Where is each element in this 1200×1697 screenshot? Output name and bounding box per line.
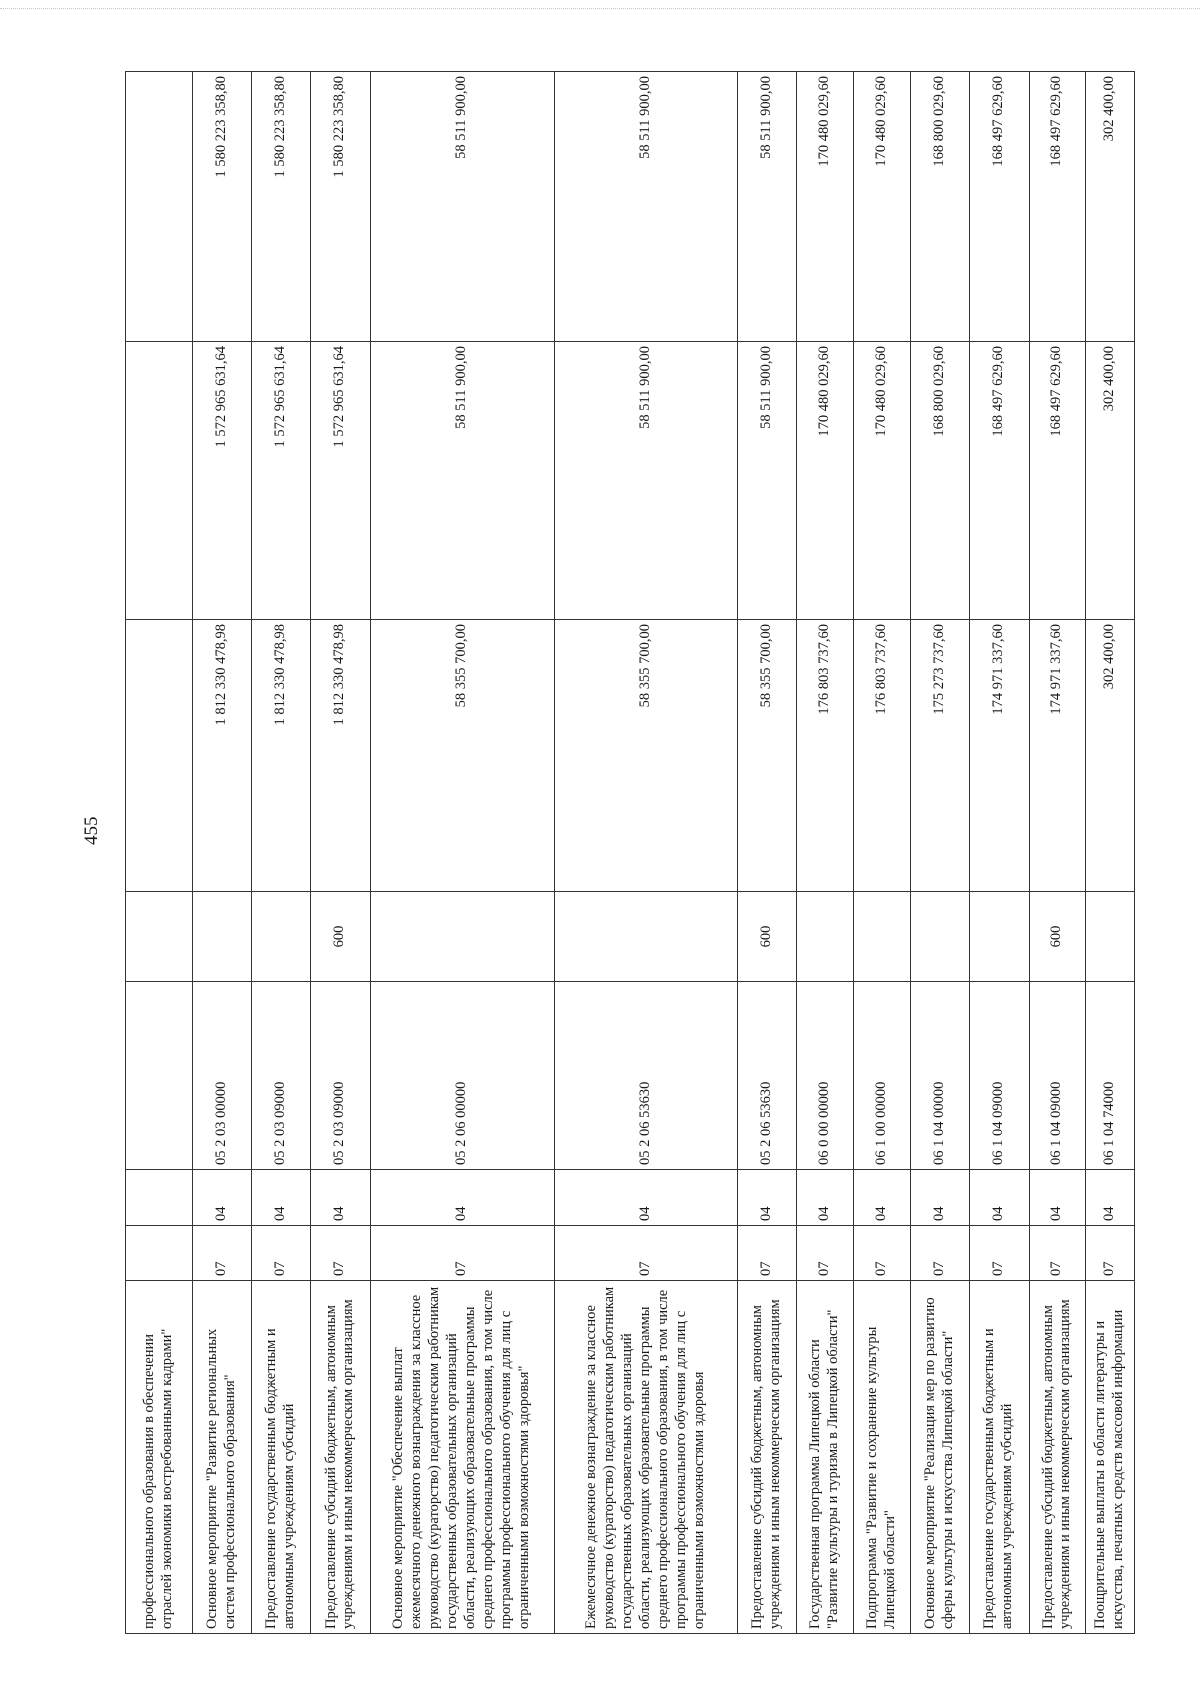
row-razdel: 07 <box>737 1226 796 1281</box>
row-podrazdel: 04 <box>796 1170 853 1226</box>
row-podrazdel <box>126 1170 193 1226</box>
row-razdel: 07 <box>554 1226 737 1281</box>
row-sum-year-1: 58 355 700,00 <box>554 620 737 892</box>
row-sum-year-2: 1 572 965 631,64 <box>311 342 370 620</box>
row-expense-type <box>126 892 193 982</box>
row-target-article: 06 1 04 09000 <box>970 982 1029 1170</box>
row-sum-year-3: 170 480 029,60 <box>796 72 853 342</box>
row-expense-type <box>910 892 969 982</box>
budget-table <box>125 71 1135 1634</box>
row-expense-type <box>853 892 910 982</box>
row-podrazdel: 04 <box>192 1170 251 1226</box>
row-podrazdel: 04 <box>910 1170 969 1226</box>
table-row <box>1086 72 1135 1634</box>
row-sum-year-3: 168 497 629,60 <box>970 72 1029 342</box>
row-expense-type <box>796 892 853 982</box>
row-razdel: 07 <box>192 1226 251 1281</box>
table-row <box>853 72 910 1634</box>
row-sum-year-2 <box>126 342 193 620</box>
rotated-page <box>125 72 1135 1634</box>
row-sum-year-3: 1 580 223 358,80 <box>311 72 370 342</box>
row-target-article: 05 2 03 00000 <box>192 982 251 1170</box>
row-target-article: 06 0 00 00000 <box>796 982 853 1170</box>
row-sum-year-1: 174 971 337,60 <box>1029 620 1086 892</box>
row-target-article <box>126 982 193 1170</box>
row-sum-year-3: 58 511 900,00 <box>737 72 796 342</box>
row-expense-type <box>1086 892 1135 982</box>
row-sum-year-1: 1 812 330 478,98 <box>311 620 370 892</box>
row-name: Поощрительные выплаты в области литературы и искусства, печатных средств массовой информации <box>1086 1281 1135 1634</box>
row-name: Предоставление субсидий бюджетным, автономным учреждениям и иным некоммерческим организациям <box>311 1281 370 1634</box>
table-row <box>554 72 737 1634</box>
row-name: Основное мероприятие "Реализация мер по развитию сферы культуры и искусства Липецкой области" <box>910 1281 969 1634</box>
row-sum-year-1: 58 355 700,00 <box>370 620 554 892</box>
row-sum-year-2: 1 572 965 631,64 <box>192 342 251 620</box>
row-target-article: 05 2 06 53630 <box>737 982 796 1170</box>
row-podrazdel: 04 <box>970 1170 1029 1226</box>
table-row <box>796 72 853 1634</box>
table-row <box>970 72 1029 1634</box>
row-razdel <box>126 1226 193 1281</box>
row-sum-year-2: 170 480 029,60 <box>853 342 910 620</box>
row-sum-year-3: 168 497 629,60 <box>1029 72 1086 342</box>
row-podrazdel: 04 <box>370 1170 554 1226</box>
row-name: Предоставление субсидий бюджетным, автономным учреждениям и иным некоммерческим организациям <box>1029 1281 1086 1634</box>
row-sum-year-3: 58 511 900,00 <box>370 72 554 342</box>
row-sum-year-3: 1 580 223 358,80 <box>192 72 251 342</box>
row-sum-year-1: 302 400,00 <box>1086 620 1135 892</box>
row-sum-year-2: 58 511 900,00 <box>737 342 796 620</box>
row-sum-year-1: 1 812 330 478,98 <box>251 620 310 892</box>
row-target-article: 06 1 04 74000 <box>1086 982 1135 1170</box>
row-razdel: 07 <box>1086 1226 1135 1281</box>
row-sum-year-2: 302 400,00 <box>1086 342 1135 620</box>
row-podrazdel: 04 <box>853 1170 910 1226</box>
row-sum-year-3: 302 400,00 <box>1086 72 1135 342</box>
row-sum-year-2: 58 511 900,00 <box>554 342 737 620</box>
row-sum-year-2: 168 800 029,60 <box>910 342 969 620</box>
row-podrazdel: 04 <box>1029 1170 1086 1226</box>
row-expense-type <box>554 892 737 982</box>
row-name: Ежемесячное денежное вознаграждение за классное руководство (кураторство) педагогическим работникам государственных образовательных организаций области, реализующих образовательные программы среднего профессионального образования, в том числе программы профессионального обучения для лиц с ограниченными возможностями здоровья <box>554 1281 737 1634</box>
row-sum-year-2: 58 511 900,00 <box>370 342 554 620</box>
row-razdel: 07 <box>311 1226 370 1281</box>
row-razdel: 07 <box>370 1226 554 1281</box>
row-expense-type <box>192 892 251 982</box>
table-row <box>370 72 554 1634</box>
row-target-article: 06 1 04 00000 <box>910 982 969 1170</box>
row-expense-type <box>370 892 554 982</box>
row-name: Основное мероприятие "Развитие региональных систем профессионального образования" <box>192 1281 251 1634</box>
row-target-article: 06 1 00 00000 <box>853 982 910 1170</box>
row-sum-year-1: 174 971 337,60 <box>970 620 1029 892</box>
row-sum-year-1: 58 355 700,00 <box>737 620 796 892</box>
row-sum-year-3 <box>126 72 193 342</box>
row-name: Предоставление субсидий бюджетным, автономным учреждениям и иным некоммерческим организациям <box>737 1281 796 1634</box>
row-name: Государственная программа Липецкой области "Развитие культуры и туризма в Липецкой области" <box>796 1281 853 1634</box>
row-sum-year-1 <box>126 620 193 892</box>
row-target-article: 05 2 03 09000 <box>251 982 310 1170</box>
row-sum-year-2: 168 497 629,60 <box>1029 342 1086 620</box>
row-podrazdel: 04 <box>311 1170 370 1226</box>
row-expense-type <box>970 892 1029 982</box>
row-sum-year-1: 176 803 737,60 <box>853 620 910 892</box>
row-podrazdel: 04 <box>251 1170 310 1226</box>
row-name: Основное мероприятие "Обеспечение выплат ежемесячного денежного вознаграждения за классное руководство (кураторство) педагогическим работникам государственных образовательных организаций области, реализующих образовательные программы среднего профессионального образования, в том числе программы профессионального обучения для лиц с ограниченными возможностями здоровья" <box>370 1281 554 1634</box>
table-row <box>192 72 251 1634</box>
row-sum-year-1: 175 273 737,60 <box>910 620 969 892</box>
row-podrazdel: 04 <box>1086 1170 1135 1226</box>
page-number: 455 <box>81 816 102 845</box>
table-row <box>1029 72 1086 1634</box>
row-razdel: 07 <box>910 1226 969 1281</box>
row-sum-year-3: 168 800 029,60 <box>910 72 969 342</box>
row-target-article: 05 2 06 53630 <box>554 982 737 1170</box>
row-name: Подпрограмма "Развитие и сохранение культуры Липецкой области" <box>853 1281 910 1634</box>
table-row <box>251 72 310 1634</box>
row-razdel: 07 <box>970 1226 1029 1281</box>
row-name: Предоставление государственным бюджетным и автономным учреждениям субсидий <box>970 1281 1029 1634</box>
scan-edge-line <box>0 8 1200 9</box>
row-target-article: 06 1 04 09000 <box>1029 982 1086 1170</box>
row-sum-year-3: 1 580 223 358,80 <box>251 72 310 342</box>
table-row <box>737 72 796 1634</box>
row-razdel: 07 <box>853 1226 910 1281</box>
row-podrazdel: 04 <box>554 1170 737 1226</box>
row-podrazdel: 04 <box>737 1170 796 1226</box>
row-razdel: 07 <box>1029 1226 1086 1281</box>
row-razdel: 07 <box>251 1226 310 1281</box>
table-body <box>126 72 1135 1634</box>
table-row <box>126 72 193 1634</box>
row-target-article: 05 2 06 00000 <box>370 982 554 1170</box>
row-name: Предоставление государственным бюджетным и автономным учреждениям субсидий <box>251 1281 310 1634</box>
row-expense-type: 600 <box>311 892 370 982</box>
row-sum-year-1: 1 812 330 478,98 <box>192 620 251 892</box>
row-expense-type: 600 <box>737 892 796 982</box>
row-sum-year-1: 176 803 737,60 <box>796 620 853 892</box>
row-sum-year-2: 170 480 029,60 <box>796 342 853 620</box>
table-row <box>311 72 370 1634</box>
table-row <box>910 72 969 1634</box>
row-name: профессионального образования в обеспечении отраслей экономики востребованными кадрами" <box>126 1281 193 1634</box>
row-sum-year-2: 1 572 965 631,64 <box>251 342 310 620</box>
row-razdel: 07 <box>796 1226 853 1281</box>
row-expense-type: 600 <box>1029 892 1086 982</box>
row-sum-year-3: 58 511 900,00 <box>554 72 737 342</box>
row-expense-type <box>251 892 310 982</box>
row-sum-year-3: 170 480 029,60 <box>853 72 910 342</box>
row-sum-year-2: 168 497 629,60 <box>970 342 1029 620</box>
row-target-article: 05 2 03 09000 <box>311 982 370 1170</box>
